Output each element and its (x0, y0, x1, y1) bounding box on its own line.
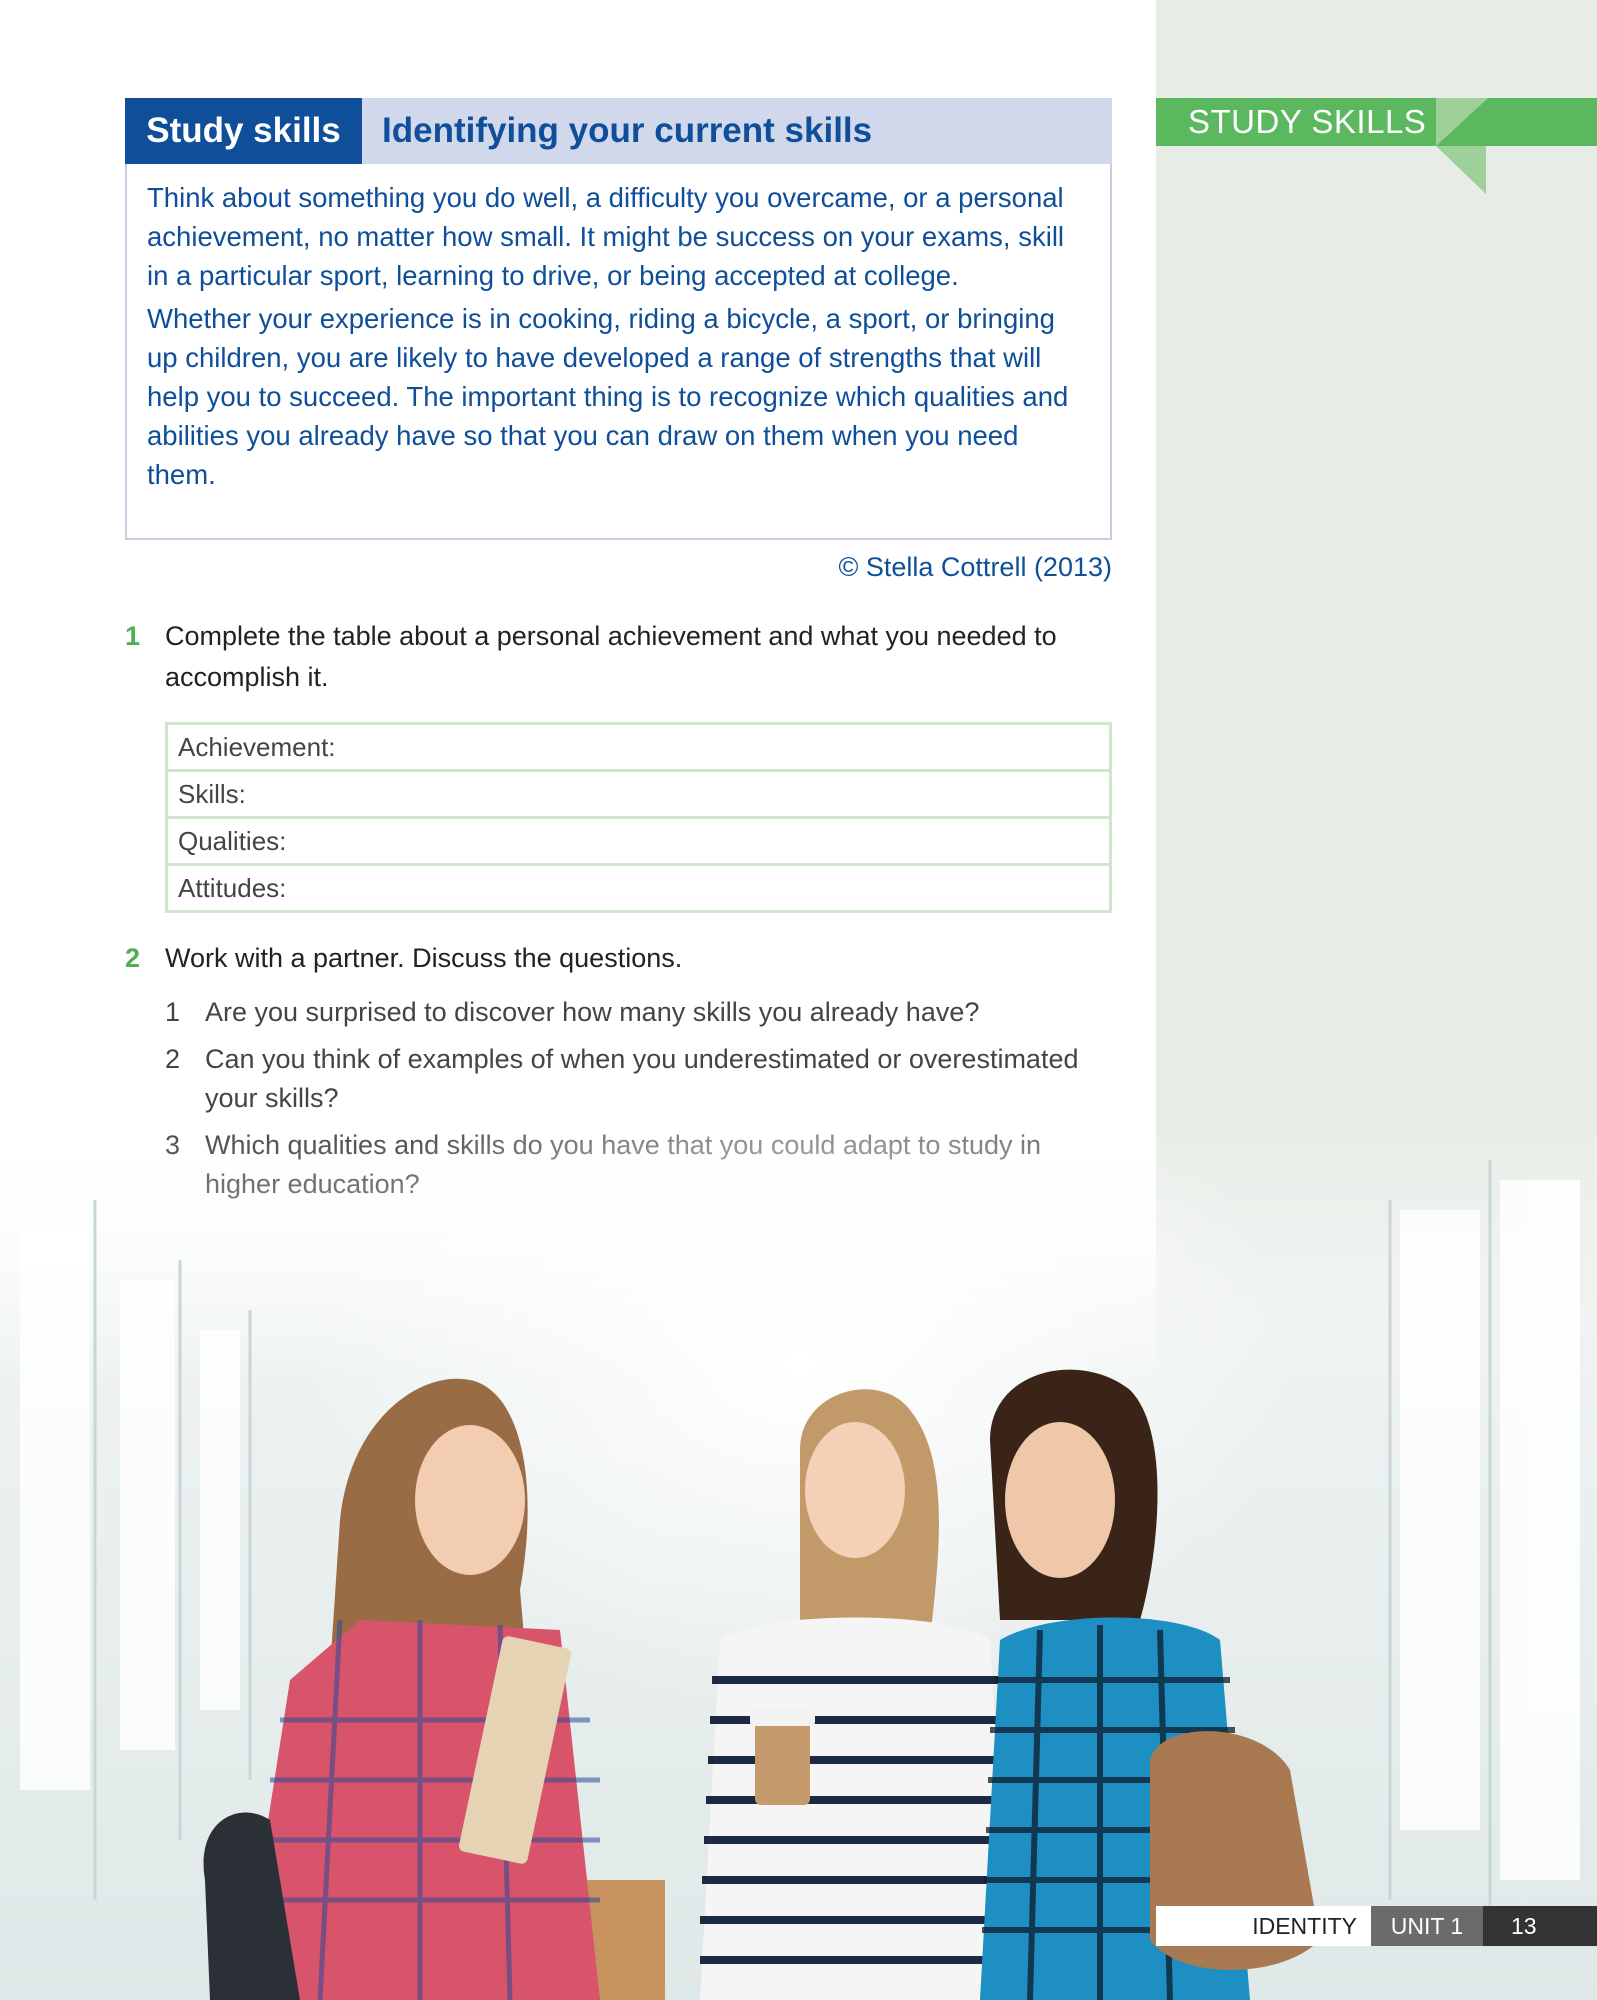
page-footer (1156, 1906, 1597, 1946)
study-skills-header (125, 98, 1112, 164)
table-row-attitudes[interactable]: Attitudes: (178, 873, 287, 903)
task-number: 2 (125, 943, 141, 973)
footer-unit-number: UNIT 1 (1371, 1906, 1483, 1946)
copyright-credit: © Stella Cottrell (2013) (838, 552, 1112, 582)
achievement-table (165, 722, 1112, 913)
table-row-qualities[interactable]: Qualities: (168, 819, 1109, 866)
study-skills-body (125, 164, 1112, 540)
task-number: 1 (125, 621, 141, 651)
ribbon-flap (1436, 146, 1486, 194)
box-paragraph: Think about something you do well, a difficulty you overcame, or a personal achievement, no matter how small. It might be success on your exams, skill in a particular sport, learning to drive, or being accepted at college. (147, 182, 1065, 291)
study-skills-tag: Study skills (125, 98, 362, 164)
task-instruction: Complete the table about a personal achievement and what you needed to accomplish it. (165, 621, 1057, 692)
list-item (165, 993, 1105, 1032)
question-number: 2 (165, 1044, 181, 1074)
table-row-achievement[interactable]: Achievement: (168, 725, 1109, 772)
footer-unit-name: IDENTITY (1156, 1906, 1371, 1946)
box-paragraph: Whether your experience is in cooking, riding a bicycle, a sport, or bringing up children, you are likely to have developed a range of strengths that will help you to succeed. The important thing is to recognize which qualities and abilities you already have so that you can draw on them when you need them. (147, 303, 1069, 490)
task-instruction: Work with a partner. Discuss the questions. (165, 943, 683, 973)
section-ribbon: STUDY SKILLS (1156, 98, 1436, 146)
question-number: 1 (165, 997, 181, 1027)
footer-page-number: 13 (1483, 1906, 1597, 1946)
students-photo (0, 1120, 1597, 2000)
task-1 (125, 616, 1115, 698)
study-skills-title: Identifying your current skills (382, 111, 873, 150)
table-row-skills[interactable]: Skills: (168, 772, 1109, 819)
list-item (165, 1040, 1105, 1118)
question-text: Can you think of examples of when you underestimated or overestimated your skills? (205, 1044, 1079, 1113)
task-2 (125, 938, 1115, 979)
ribbon-fold (1436, 98, 1488, 146)
question-text: Are you surprised to discover how many skills you already have? (205, 997, 980, 1027)
